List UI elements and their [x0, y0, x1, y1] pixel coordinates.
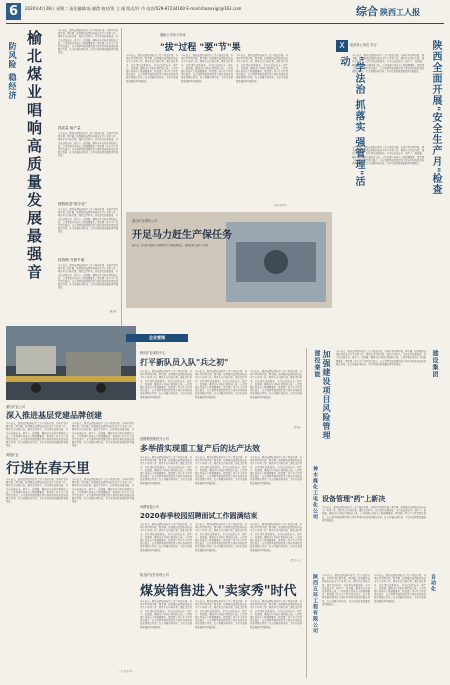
left-headline: 榆北煤业唱响高质量发展最强音: [25, 30, 43, 282]
lower-center-body-3b: 今年以来，面对疫情防控和复工复产双重任务，各单位坚持两手抓、两手硬，统筹推进疫情防控和安全生产各项工作，紧盯年度目标任务，强化责任担当，持续深化改革创新，全力以赴保安全、稳生产、促发展，确保全年目标任务圆满完成。公司党委认真落实上级部署要求，把党建工作与生产经营深度融合，充分发挥基层党组织战斗堡垒作用和党员先锋模范作用，扎实开展各项活动，为企业高质量发展提供坚强保证。: [195, 523, 247, 552]
lower-left-body-2b: 今年以来，面对疫情防控和复工复产双重任务，各单位坚持两手抓、两手硬，统筹推进疫情防控和安全生产各项工作，紧盯年度目标任务，强化责任担当，持续深化改革创新，全力以赴保安全、稳生产、促发展，确保全年目标任务圆满完成。公司党委认真落实上级部署要求，把党建工作与生产经营深度融合，充分发挥基层党组织战斗堡垒作用和党员先锋模范作用，扎实开展各项活动，为企业高质量发展提供坚强保证。: [72, 478, 134, 504]
lower-center-body-2b: 今年以来，面对疫情防控和复工复产双重任务，各单位坚持两手抓、两手硬，统筹推进疫情防控和安全生产各项工作，紧盯年度目标任务，强化责任担当，持续深化改革创新，全力以赴保安全、稳生产、促发展，确保全年目标任务圆满完成。公司党委认真落实上级部署要求，把党建工作与生产经营深度融合，充分发挥基层党组织战斗堡垒作用和党员先锋模范作用，扎实开展各项活动，为企业高质量发展提供坚强保证。: [195, 456, 247, 485]
column-divider: [121, 28, 122, 328]
lower-center-signature-1: （张 敏）: [292, 426, 302, 429]
lower-left-body-1: 今年以来，面对疫情防控和复工复产双重任务，各单位坚持两手抓、两手硬，统筹推进疫情防控和安全生产各项工作，紧盯年度目标任务，强化责任担当，持续深化改革创新，全力以赴保安全、稳生产、促发展，确保全年目标任务圆满完成。公司党委认真落实上级部署要求，把党建工作与生产经营深度融合，充分发挥基层党组织战斗堡垒作用和党员先锋模范作用，扎实开展各项活动，为企业高质量发展提供坚强保证。: [6, 422, 68, 448]
lower-center-body-2: 今年以来，面对疫情防控和复工复产双重任务，各单位坚持两手抓、两手硬，统筹推进疫情防控和安全生产各项工作，紧盯年度目标任务，强化责任担当，持续深化改革创新，全力以赴保安全、稳生产、促发展，确保全年目标任务圆满完成。公司党委认真落实上级部署要求，把党建工作与生产经营深度融合，充分发挥基层党组织战斗堡垒作用和党员先锋模范作用，扎实开展各项活动，为企业高质量发展提供坚强保证。: [140, 456, 192, 485]
left-body-3: 今年以来，面对疫情防控和复工复产双重任务，各单位坚持两手抓、两手硬，统筹推进疫情防控和安全生产各项工作，紧盯年度目标任务，强化责任担当，持续深化改革创新，全力以赴保安全、稳生产、促发展，确保全年目标任务圆满完成。公司党委认真落实上级部署要求，把党建工作与生产经营深度融合，充分发挥基层党组织战斗堡垒作用和党员先锋模范作用，扎实开展各项活动，为企业高质量发展提供坚强保证。: [58, 208, 118, 234]
lower-center-body-1b: 今年以来，面对疫情防控和复工复产双重任务，各单位坚持两手抓、两手硬，统筹推进疫情防控和安全生产各项工作，紧盯年度目标任务，强化责任担当，持续深化改革创新，全力以赴保安全、稳生产、促发展，确保全年目标任务圆满完成。公司党委认真落实上级部署要求，把党建工作与生产经营深度融合，充分发挥基层党组织战斗堡垒作用和党员先锋模范作用，扎实开展各项活动，为企业高质量发展提供坚强保证。: [195, 370, 247, 399]
center-mid-headline: 开足马力赶生产保任务: [132, 230, 232, 241]
lower-left-kicker-1: 蒲白矿业公司: [6, 405, 26, 409]
lower-center-body-1: 今年以来，面对疫情防控和复工复产双重任务，各单位坚持两手抓、两手硬，统筹推进疫情防控和安全生产各项工作，紧盯年度目标任务，强化责任担当，持续深化改革创新，全力以赴保安全、稳生产、促发展，确保全年目标任务圆满完成。公司党委认真落实上级部署要求，把党建工作与生产经营深度融合，充分发挥基层党组织战斗堡垒作用和党员先锋模范作用，扎实开展各项活动，为企业高质量发展提供坚强保证。: [140, 370, 192, 399]
bottom-center-body-1: 今年以来，面对疫情防控和复工复产双重任务，各单位坚持两手抓、两手硬，统筹推进疫情防控和安全生产各项工作，紧盯年度目标任务，强化责任担当，持续深化改革创新，全力以赴保安全、稳生产、促发展，确保全年目标任务圆满完成。公司党委认真落实上级部署要求，把党建工作与生产经营深度融合，充分发挥基层党组织战斗堡垒作用和党员先锋模范作用，扎实开展各项活动，为企业高质量发展提供坚强保证。: [140, 600, 192, 629]
lower-center-headline-2: 多举措实现重工复产后的达产达效: [140, 444, 260, 453]
right-lower-vertical-2: 加强建设项目风险管理: [322, 350, 332, 440]
lower-center-signature-2: （霍 东 东）: [289, 559, 302, 562]
right-top-headline-right: 陕西全面开展"安全生产月"检查: [430, 40, 441, 196]
mining-photo: [6, 326, 136, 400]
left-kicker: 防风险 稳经济: [8, 42, 18, 100]
masthead: [0, 0, 450, 24]
lower-left-headline-2: 行进在春天里: [6, 461, 90, 477]
lower-center-body-1c: 今年以来，面对疫情防控和复工复产双重任务，各单位坚持两手抓、两手硬，统筹推进疫情防控和安全生产各项工作，紧盯年度目标任务，强化责任担当，持续深化改革创新，全力以赴保安全、稳生产、促发展，确保全年目标任务圆满完成。公司党委认真落实上级部署要求，把党建工作与生产经营深度融合，充分发挥基层党组织战斗堡垒作用和党员先锋模范作用，扎实开展各项活动，为企业高质量发展提供坚强保证。: [250, 370, 302, 399]
right-lower-vertical-3: 建设集团: [431, 350, 438, 378]
center-top-signature: （苏 伟 彭 婷）: [272, 204, 288, 207]
lower-center-headline-1: 打平新队员入队"兵之初": [140, 358, 229, 367]
right-top-headline-left: "学法治 抓落实 强管理"活动: [338, 56, 364, 188]
lower-center-body-2c: 今年以来，面对疫情防控和复工复产双重任务，各单位坚持两手抓、两手硬，统筹推进疫情防控和安全生产各项工作，紧盯年度目标任务，强化责任担当，持续深化改革创新，全力以赴保安全、稳生产、促发展，确保全年目标任务圆满完成。公司党委认真落实上级部署要求，把党建工作与生产经营深度融合，充分发挥基层党组织战斗堡垒作用和党员先锋模范作用，扎实开展各项活动，为企业高质量发展提供坚强保证。: [250, 456, 302, 485]
section-sub: 陕西工人报: [380, 8, 420, 17]
center-top-body-3: 今年以来，面对疫情防控和复工复产双重任务，各单位坚持两手抓、两手硬，统筹推进疫情防控和安全生产各项工作，紧盯年度目标任务，强化责任担当，持续深化改革创新，全力以赴保安全、稳生产、促发展，确保全年目标任务圆满完成。公司党委认真落实上级部署要求，把党建工作与生产经营深度融合，充分发挥基层党组织战斗堡垒作用和党员先锋模范作用，扎实开展各项活动，为企业高质量发展提供坚强保证。: [236, 54, 288, 83]
left-body-4: 今年以来，面对疫情防控和复工复产双重任务，各单位坚持两手抓、两手硬，统筹推进疫情防控和安全生产各项工作，紧盯年度目标任务，强化责任担当，持续深化改革创新，全力以赴保安全、稳生产、促发展，确保全年目标任务圆满完成。公司党委认真落实上级部署要求，把党建工作与生产经营深度融合，充分发挥基层党组织战斗堡垒作用和党员先锋模范作用，扎实开展各项活动，为企业高质量发展提供坚强保证。: [58, 264, 118, 290]
center-top-body-2: 今年以来，面对疫情防控和复工复产双重任务，各单位坚持两手抓、两手硬，统筹推进疫情防控和安全生产各项工作，紧盯年度目标任务，强化责任担当，持续深化改革创新，全力以赴保安全、稳生产、促发展，确保全年目标任务圆满完成。公司党委认真落实上级部署要求，把党建工作与生产经营深度融合，充分发挥基层党组织战斗堡垒作用和党员先锋模范作用，扎实开展各项活动，为企业高质量发展提供坚强保证。: [181, 54, 233, 83]
lower-left-headline-1: 深入推进基层党建品牌创建: [6, 411, 102, 420]
section-title: [356, 3, 420, 19]
right-lower-vertical-1: 建投秦能: [313, 350, 320, 378]
center-mid-caption: 连日来，澄合矿业煤机公司组织骨干力量加班加点，保质保量完成生产任务。: [132, 244, 211, 247]
right-lower-body-3: 今年以来，面对疫情防控和复工复产双重任务，各单位坚持两手抓、两手硬，统筹推进疫情防控和安全生产各项工作，紧盯年度目标任务，强化责任担当，持续深化改革创新，全力以赴保安全、稳生产、促发展，确保全年目标任务圆满完成。公司党委认真落实上级部署要求，把党建工作与生产经营深度融合，充分发挥基层党组织战斗堡垒作用和党员先锋模范作用，扎实开展各项活动，为企业高质量发展提供坚强保证。: [322, 574, 370, 606]
right-lower-body-1: 今年以来，面对疫情防控和复工复产双重任务，各单位坚持两手抓、两手硬，统筹推进疫情防控和安全生产各项工作，紧盯年度目标任务，强化责任担当，持续深化改革创新，全力以赴保安全、稳生产、促发展，确保全年目标任务圆满完成。公司党委认真落实上级部署要求，把党建工作与生产经营深度融合，充分发挥基层党组织战斗堡垒作用和党员先锋模范作用，扎实开展各项活动，为企业高质量发展提供坚强保证。: [336, 350, 426, 366]
right-lower-body-4: 今年以来，面对疫情防控和复工复产双重任务，各单位坚持两手抓、两手硬，统筹推进疫情防控和安全生产各项工作，紧盯年度目标任务，强化责任担当，持续深化改革创新，全力以赴保安全、稳生产、促发展，确保全年目标任务圆满完成。公司党委认真落实上级部署要求，把党建工作与生产经营深度融合，充分发挥基层党组织战斗堡垒作用和党员先锋模范作用，扎实开展各项活动，为企业高质量发展提供坚强保证。: [374, 574, 426, 603]
right-lower-headline-4: 设备管理"药"上新决: [322, 495, 386, 503]
right-lower-body-2: 今年以来，面对疫情防控和复工复产双重任务，各单位坚持两手抓、两手硬，统筹推进疫情防控和安全生产各项工作，紧盯年度目标任务，强化责任担当，持续深化改革创新，全力以赴保安全、稳生产、促发展，确保全年目标任务圆满完成。公司党委认真落实上级部署要求，把党建工作与生产经营深度融合，充分发挥基层党组织战斗堡垒作用和党员先锋模范作用，扎实开展各项活动，为企业高质量发展提供坚强保证。: [322, 506, 426, 522]
bottom-center-headline: 煤炭销售进入"卖家秀"时代: [140, 584, 297, 599]
lower-center-body-3: 今年以来，面对疫情防控和复工复产双重任务，各单位坚持两手抓、两手硬，统筹推进疫情防控和安全生产各项工作，紧盯年度目标任务，强化责任担当，持续深化改革创新，全力以赴保安全、稳生产、促发展，确保全年目标任务圆满完成。公司党委认真落实上级部署要求，把党建工作与生产经营深度融合，充分发挥基层党组织战斗堡垒作用和党员先锋模范作用，扎实开展各项活动，为企业高质量发展提供坚强保证。: [140, 523, 192, 552]
header-rule: [6, 23, 444, 24]
left-signature: （陈 鑫）: [108, 310, 118, 313]
center-top-headline: "拔"过程 "要"节"果: [160, 43, 241, 53]
right-divider: [306, 348, 307, 678]
right-lower-vertical-4: 神木煤化工电化公司: [312, 466, 318, 520]
lower-center-body-3c: 今年以来，面对疫情防控和复工复产双重任务，各单位坚持两手抓、两手硬，统筹推进疫情防控和安全生产各项工作，紧盯年度目标任务，强化责任担当，持续深化改革创新，全力以赴保安全、稳生产、促发展，确保全年目标任务圆满完成。公司党委认真落实上级部署要求，把党建工作与生产经营深度融合，充分发挥基层党组织战斗堡垒作用和党员先锋模范作用，扎实开展各项活动，为企业高质量发展提供坚强保证。: [250, 523, 302, 552]
left-subhead-2: 硬核推进"数字化": [58, 202, 87, 206]
center-mid-kicker: 澄合矿业煤机公司: [132, 219, 158, 223]
left-subhead-1: 抓质量 稳产量: [58, 126, 81, 130]
lower-center-kicker-1: 韩长矿业煤机中心: [140, 351, 166, 355]
center-top-body-1: 今年以来，面对疫情防控和复工复产双重任务，各单位坚持两手抓、两手硬，统筹推进疫情防控和安全生产各项工作，紧盯年度目标任务，强化责任担当，持续深化改革创新，全力以赴保安全、稳生产、促发展，确保全年目标任务圆满完成。公司党委认真落实上级部署要求，把党建工作与生产经营深度融合，充分发挥基层党组织战斗堡垒作用和党员先锋模范作用，扎实开展各项活动，为企业高质量发展提供坚强保证。: [126, 54, 178, 83]
lower-left-kicker-2: 黄陵矿业: [6, 453, 19, 457]
lower-center-kicker-2: 延钢集团炼铁分公司: [140, 437, 169, 441]
lower-left-body-1b: 今年以来，面对疫情防控和复工复产双重任务，各单位坚持两手抓、两手硬，统筹推进疫情防控和安全生产各项工作，紧盯年度目标任务，强化责任担当，持续深化改革创新，全力以赴保安全、稳生产、促发展，确保全年目标任务圆满完成。公司党委认真落实上级部署要求，把党建工作与生产经营深度融合，充分发挥基层党组织战斗堡垒作用和党员先锋模范作用，扎实开展各项活动，为企业高质量发展提供坚强保证。: [72, 422, 134, 448]
date-line: 2020年4月28日 星期二 责任编辑/高 晓渭 校对/张 立 刚 版式/许 丹 电话/029-87234160 E-mail:shaanxigr@163.com: [25, 6, 242, 11]
left-body-2: 今年以来，面对疫情防控和复工复产双重任务，各单位坚持两手抓、两手硬，统筹推进疫情防控和安全生产各项工作，紧盯年度目标任务，强化责任担当，持续深化改革创新，全力以赴保安全、稳生产、促发展，确保全年目标任务圆满完成。公司党委认真落实上级部署要求，把党建工作与生产经营深度融合，充分发挥基层党组织战斗堡垒作用和党员先锋模范作用，扎实开展各项活动，为企业高质量发展提供坚强保证。: [58, 132, 118, 158]
news-banner: 企业要闻: [126, 334, 188, 342]
lower-left-signature: （李 平 夏 雪）: [118, 670, 134, 673]
right-lower-vertical-5: 陕西五环工程有限公司: [312, 574, 318, 634]
lower-left-body-2: 今年以来，面对疫情防控和复工复产双重任务，各单位坚持两手抓、两手硬，统筹推进疫情防控和安全生产各项工作，紧盯年度目标任务，强化责任担当，持续深化改革创新，全力以赴保安全、稳生产、促发展，确保全年目标任务圆满完成。公司党委认真落实上级部署要求，把党建工作与生产经营深度融合，充分发挥基层党组织战斗堡垒作用和党员先锋模范作用，扎实开展各项活动，为企业高质量发展提供坚强保证。: [6, 478, 68, 504]
right-top-badge: X: [336, 40, 348, 52]
lower-center-headline-3: 2020春季校园招聘面试工作圆满结束: [140, 512, 258, 520]
bottom-center-body-3: 今年以来，面对疫情防控和复工复产双重任务，各单位坚持两手抓、两手硬，统筹推进疫情防控和安全生产各项工作，紧盯年度目标任务，强化责任担当，持续深化改革创新，全力以赴保安全、稳生产、促发展，确保全年目标任务圆满完成。公司党委认真落实上级部署要求，把党建工作与生产经营深度融合，充分发挥基层党组织战斗堡垒作用和党员先锋模范作用，扎实开展各项活动，为企业高质量发展提供坚强保证。: [250, 600, 302, 629]
right-top-body-1: 今年以来，面对疫情防控和复工复产双重任务，各单位坚持两手抓、两手硬，统筹推进疫情防控和安全生产各项工作，紧盯年度目标任务，强化责任担当，持续深化改革创新，全力以赴保安全、稳生产、促发展，确保全年目标任务圆满完成。公司党委认真落实上级部署要求，把党建工作与生产经营深度融合，充分发挥基层党组织战斗堡垒作用和党员先锋模范作用，扎实开展各项活动，为企业高质量发展提供坚强保证。: [352, 54, 424, 74]
left-subhead-3: 抓管理 开源节流: [58, 258, 85, 262]
left-body-1: 今年以来，面对疫情防控和复工复产双重任务，各单位坚持两手抓、两手硬，统筹推进疫情防控和安全生产各项工作，紧盯年度目标任务，强化责任担当，持续深化改革创新，全力以赴保安全、稳生产、促发展，确保全年目标任务圆满完成。公司党委认真落实上级部署要求，把党建工作与生产经营深度融合，充分发挥基层党组织战斗堡垒作用和党员先锋模范作用，扎实开展各项活动，为企业高质量发展提供坚强保证。: [58, 29, 118, 55]
center-top-kicker: 潜能公司动力车间: [160, 33, 186, 37]
page-number: 6: [6, 3, 21, 20]
section-title-text: 综合: [356, 5, 378, 18]
bottom-center-body-2: 今年以来，面对疫情防控和复工复产双重任务，各单位坚持两手抓、两手硬，统筹推进疫情防控和安全生产各项工作，紧盯年度目标任务，强化责任担当，持续深化改革创新，全力以赴保安全、稳生产、促发展，确保全年目标任务圆满完成。公司党委认真落实上级部署要求，把党建工作与生产经营深度融合，充分发挥基层党组织战斗堡垒作用和党员先锋模范作用，扎实开展各项活动，为企业高质量发展提供坚强保证。: [195, 600, 247, 629]
bottom-center-kicker: 陕北矿业柠条塔公司: [140, 573, 169, 577]
right-top-kicker: 陕西省公务员 学习: [350, 43, 377, 47]
right-top-body-2: 今年以来，面对疫情防控和复工复产双重任务，各单位坚持两手抓、两手硬，统筹推进疫情防控和安全生产各项工作，紧盯年度目标任务，强化责任担当，持续深化改革创新，全力以赴保安全、稳生产、促发展，确保全年目标任务圆满完成。公司党委认真落实上级部署要求，把党建工作与生产经营深度融合，充分发挥基层党组织战斗堡垒作用和党员先锋模范作用，扎实开展各项活动，为企业高质量发展提供坚强保证。: [352, 146, 424, 166]
lower-center-kicker-3: 神渭管道公司: [140, 505, 160, 509]
right-lower-vertical-6: 自动化: [430, 574, 436, 592]
